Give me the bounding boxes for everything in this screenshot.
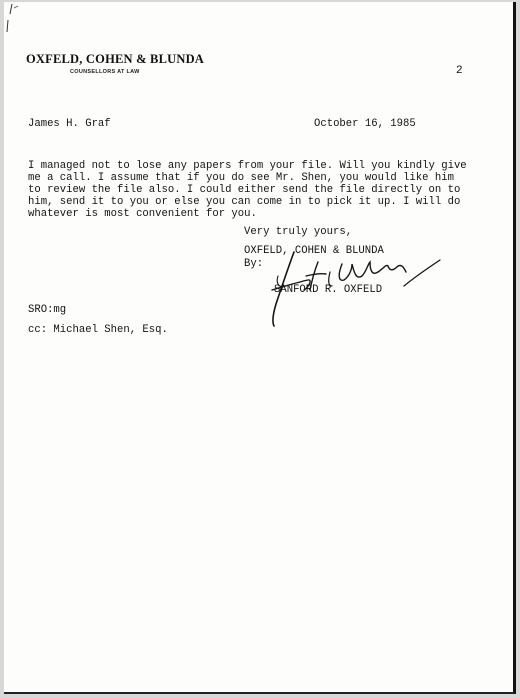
closing-salutation: Very truly yours, [244,226,353,238]
letterhead-subtitle: COUNSELLORS AT LAW [70,69,140,75]
signer-name: SANFORD R. OXFELD [274,284,383,296]
addressee: James H. Graf [28,118,111,130]
corner-mark [4,2,34,42]
body-line: him, send it to you or else you can come in to pick it up. I will do [28,196,461,208]
body-line: whatever is most convenient for you. [28,208,257,220]
letterhead-firm-name: OXFELD, COHEN & BLUNDA [26,52,205,66]
letter-page [4,2,516,694]
page-number: 2 [456,65,463,77]
cc-line: cc: Michael Shen, Esq. [28,324,168,336]
letter-date: October 16, 1985 [314,118,416,130]
handwritten-signature [268,246,448,332]
body-line: me a call. I assume that if you do see Mr. Shen, you would like him [28,172,454,184]
body-line: to review the file also. I could either send the file directly on to [28,184,461,196]
closing-firm: OXFELD, COHEN & BLUNDA [244,245,384,257]
typist-initials: SRO:mg [28,304,67,316]
body-line: I managed not to lose any papers from your file. Will you kindly give [28,160,467,172]
closing-by-label: By: [244,258,264,270]
